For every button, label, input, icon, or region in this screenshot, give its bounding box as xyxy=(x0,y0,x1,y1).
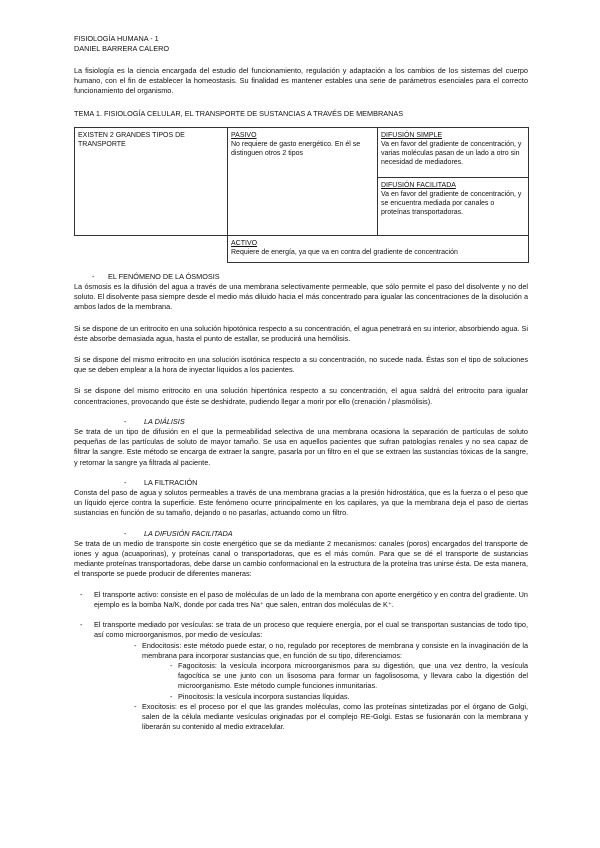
list-item-fagocitosis: - Fagocitosis: la vesícula incorpora microorganismos para su digestión, que una vez dentro, la vesícula fagocítica se une junto con un lisosoma para formar un fagolisosoma, y llevara cabo la digestión del microorganismo. Este método cumple funciones inmunitarias. xyxy=(170,661,528,692)
list-item-exocitosis: - Exocitosis: es el proceso por el que las grandes moléculas, como las proteínas sintetizadas por el órgano de Golgi, salen de la célula mediante vesículas originadas por el complejo RE-Golgi. Estas se fusionarán con la membrana y liberarán su contenido al medio extracelular. xyxy=(134,702,528,733)
activo-cell xyxy=(228,235,529,262)
osmosis-heading: - EL FENÓMENO DE LA ÓSMOSIS xyxy=(92,271,220,281)
activo-title: ACTIVO xyxy=(231,239,258,247)
activo-text: Requiere de energía, ya que va en contra del gradiente de concentración xyxy=(231,249,458,257)
list-item-pinocitosis: - Pinocitosis: la vesícula incorpora sustancias líquidas. xyxy=(170,692,528,702)
author-name: DANIEL BARRERA CALERO xyxy=(74,44,170,53)
course-title: FISIOLOGÍA HUMANA - 1 xyxy=(74,34,159,43)
osmosis-p3: Si se dispone del mismo eritrocito en una solución isotónica respecto a su concentración, no sucede nada. Éstas son el tipo de soluciones que se deben emplear a la hora de inyectar líquidos a los pacientes. xyxy=(74,355,528,375)
pasivo-text: No requiere de gasto energético. En él se distinguen otros 2 tipos xyxy=(231,141,361,158)
document-page xyxy=(74,34,528,732)
simple-title: DIFUSIÓN SIMPLE xyxy=(381,131,443,139)
table-empty-cell xyxy=(75,235,228,262)
facilitada-cell xyxy=(378,177,529,235)
filtracion-text: Consta del paso de agua y solutos permeables a través de una membrana gracias a la presión hidrostática, que es la fuerza o el peso que un líquido ejerce contra la superficie. Este fenómeno ocurre principalmente en los capilares, ya que la membrana deja el paso de ciertas sustancias en función de su tamaño, dejando o no pasarlas, actuando como un filtro. xyxy=(74,488,528,518)
facilitada-heading: - LA DIFUSIÓN FACILITADA xyxy=(124,528,233,538)
osmosis-p1: La ósmosis es la difusión del agua a través de una membrana selectivamente permeable, que sólo permite el paso del disolvente y no del soluto. El disolvente pasa siempre desde el medio más diluido hacia el más concentrado para igualar las concentraciones de la disolución a ambos lados de la membrana. xyxy=(74,282,528,312)
osmosis-p4: Si se dispone del mismo eritrocito en una solución hipertónica respecto a su concentración, el agua saldrá del eritrocito para igualar concentraciones, provocando que éste se deshidrate, pudiendo llegar a morir por ello (crenación / plasmólisis). xyxy=(74,386,528,406)
filtracion-heading: - LA FILTRACIÓN xyxy=(124,477,198,487)
list-item-activo: - El transporte activo: consiste en el paso de moléculas de un lado de la membrana con aporte energético y en contra del gradiente. Un ejemplo es la bomba Na/K, donde por cada tres Na⁺ que salen, entran dos moléculas de K⁺. xyxy=(74,590,528,610)
pasivo-title: PASIVO xyxy=(231,131,257,139)
dialisis-heading: - LA DIÁLISIS xyxy=(124,416,185,426)
osmosis-p2: Si se dispone de un eritrocito en una solución hipotónica respecto a su concentración, el agua penetrará en su interior, absorbiendo agua. Si éste absorbe demasiada agua, hasta el punto de estallar, se producirá una hemólisis. xyxy=(74,323,528,343)
facilitada-text: Va en favor del gradiente de concentración, y se encuentra mediada por canales o proteínas transportadoras. xyxy=(381,191,522,217)
tema-title: TEMA 1. FISIOLOGÍA CELULAR, EL TRANSPORTE DE SUSTANCIAS A TRAVÉS DE MEMBRANAS xyxy=(74,108,404,118)
list-item-endocitosis: - Endocitosis: este método puede estar, o no, regulado por receptores de membrana y consiste en la invaginación de la membrana para incorporar sustancias que, en función de su tipo, diferenciamos: - Fagocitosis: la vesícula incorpora microorganismos para su digestión, que una vez dentro, la vesícula fagocítica se une junto con un lisosoma para formar un fagolisosoma, y llevara cabo la digestión del microorganismo. Este método cumple funciones inmunitarias. - Pinocitosis: la vesícula incorpora sustancias líquidas. xyxy=(134,641,528,702)
dialisis-text: Se trata de un tipo de difusión en el que la permeabilidad selectiva de una membrana ocasiona la separación de partículas de soluto pequeñas de las partículas de soluto de mayor tamaño. Se usa en aquellos pacientes que sufran patologías renales y no sea capaz de filtrar la sangre. Este método se encarga de extraer la sangre, pasarla por un filtro en el que se extraen las sustancias tóxicas de la sangre, y retornar la sangre ya filtrada al paciente. xyxy=(74,427,528,467)
list-item-vesiculas: - El transporte mediado por vesículas: se trata de un proceso que requiere energía, por el cual se transportan sustancias de todo tipo, así como microorganismos, por medio de vesículas: - Endocitosis: este método puede estar, o no, regulado por receptores de membrana y consiste en la invaginación de la membrana para incorporar sustancias que, en función de su tipo, diferenciamos: - Fagocitosis: la vesícula incorpora microorganismos para su digestión, que una vez dentro, la vesícula fagocítica se une junto con un lisosoma para formar un fagolisosoma, y llevara cabo la digestión del microorganismo. Este método cumple funciones inmunitarias. - Pinocitosis: la vesícula incorpora sustancias líquidas. - Exocitosis: es el proceso por el que las grandes moléculas, como las proteínas sintetizadas por el órgano de Golgi, salen de la célula mediante vesículas originadas por el complejo RE-Golgi. Estas se fusionarán con la membrana y liberarán su contenido al medio extracelular. xyxy=(74,620,528,732)
vesicle-list xyxy=(94,641,528,733)
simple-text: Va en favor del gradiente de concentración, y varias moléculas pasan de un lado a otro sin necesidad de mediadores. xyxy=(381,141,522,167)
simple-cell xyxy=(378,127,529,177)
endocitosis-list xyxy=(142,661,528,702)
transport-list xyxy=(74,590,528,733)
pasivo-cell xyxy=(228,127,378,235)
table-left-label: EXISTEN 2 GRANDES TIPOS DE TRANSPORTE xyxy=(78,131,185,149)
facilitada-text: Se trata de un medio de transporte sin coste energético que se da mediante 2 mecanismos: canales (poros) encargados del transporte de iones y agua (acuaporinas), y proteínas canal o transportadoras, que es el más común. Para que se dé el transporte de sustancias mediante proteínas transportadoras, debe darse un cambio conformacional en la estructura de la proteína tras unirse ésta. De esta manera, el transporte se puede producir de diferentes maneras: xyxy=(74,538,528,579)
facilitada-title: DIFUSIÓN FACILITADA xyxy=(381,181,456,189)
intro-paragraph: La fisiología es la ciencia encargada del estudio del funcionamiento, regulación y adaptación a los cambios de los sistemas del cuerpo humano, con el fin de establecer la homeostasis. Su finalidad es mantener estables una serie de parámetros esenciales para el correcto funcionamiento del organismo. xyxy=(74,66,528,96)
transport-table xyxy=(74,127,529,263)
table-left-cell xyxy=(75,127,228,235)
